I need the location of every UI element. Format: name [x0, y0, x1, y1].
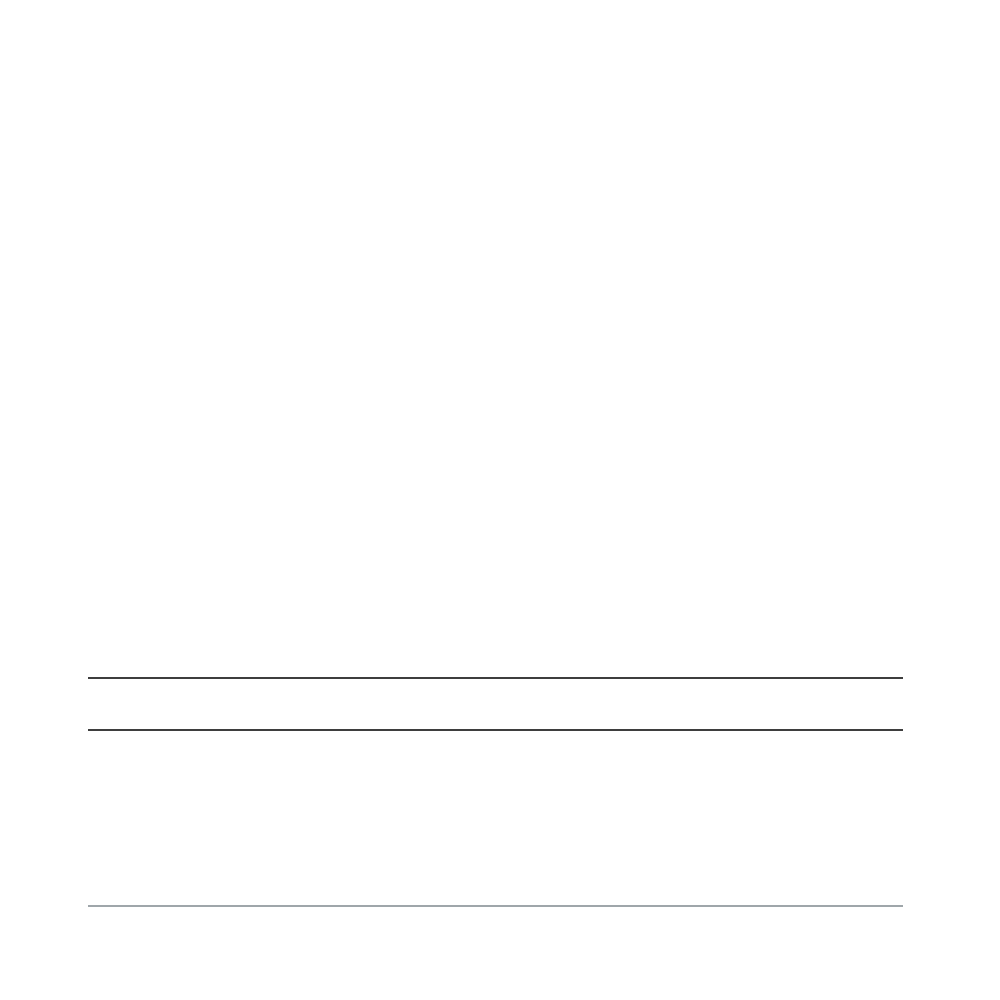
performance-chart [105, 95, 905, 643]
pump-curves-svg [105, 95, 905, 643]
spec-table [88, 677, 903, 907]
table-header-divider [88, 729, 903, 731]
footnote [88, 911, 903, 923]
footnote-legend [88, 911, 118, 923]
